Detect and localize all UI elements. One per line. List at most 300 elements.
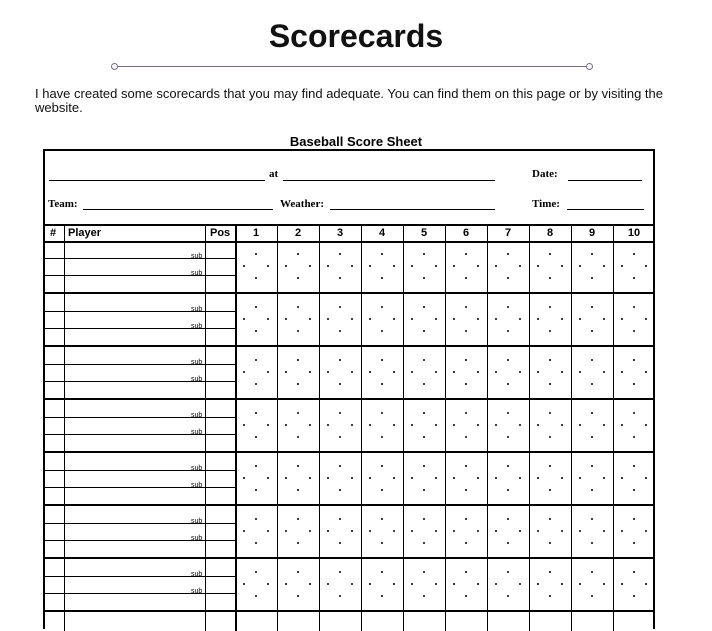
inning-score-cell[interactable]: [404, 559, 445, 610]
base-dot: [477, 477, 479, 479]
base-dot: [621, 477, 623, 479]
inning-header-4: 4: [378, 227, 386, 239]
base-dot: [495, 318, 497, 320]
base-dot: [255, 595, 257, 597]
base-dot: [393, 371, 395, 373]
inning-score-cell[interactable]: [488, 559, 529, 610]
sub-row-line: [45, 593, 235, 594]
inning-score-cell[interactable]: [614, 347, 655, 398]
visitor-team-line: [49, 180, 265, 181]
base-dot: [477, 583, 479, 585]
base-dot: [285, 265, 287, 267]
base-dot: [297, 595, 299, 597]
base-dot: [309, 265, 311, 267]
base-dot: [645, 530, 647, 532]
base-dot: [633, 412, 635, 414]
inning-score-cell[interactable]: [572, 241, 613, 292]
player-number-cell[interactable]: [45, 347, 64, 364]
inning-header-9: 9: [588, 227, 596, 239]
weather-line: [330, 209, 495, 210]
base-dot: [549, 518, 551, 520]
inning-score-cell[interactable]: [446, 294, 487, 345]
base-dot: [381, 253, 383, 255]
base-dot: [453, 530, 455, 532]
player-pos-cell[interactable]: [206, 559, 235, 576]
inning-score-cell[interactable]: [278, 506, 319, 557]
inning-score-cell[interactable]: [362, 400, 403, 451]
player-name-cell[interactable]: [65, 559, 205, 576]
base-dot: [633, 436, 635, 438]
base-dot: [519, 318, 521, 320]
inning-score-cell[interactable]: [488, 241, 529, 292]
base-dot: [381, 306, 383, 308]
inning-score-cell[interactable]: [278, 400, 319, 451]
base-dot: [285, 530, 287, 532]
base-dot: [519, 424, 521, 426]
base-dot: [339, 330, 341, 332]
inning-score-cell[interactable]: [530, 453, 571, 504]
base-dot: [579, 424, 581, 426]
inning-score-cell[interactable]: [446, 400, 487, 451]
inning-header-5: 5: [420, 227, 428, 239]
base-dot: [465, 359, 467, 361]
inning-score-cell[interactable]: [362, 506, 403, 557]
base-dot: [381, 595, 383, 597]
sub-label: sub: [191, 588, 203, 595]
player-pos-cell[interactable]: [206, 400, 235, 417]
base-dot: [465, 253, 467, 255]
base-dot: [633, 595, 635, 597]
base-dot: [327, 477, 329, 479]
base-dot: [549, 383, 551, 385]
player-name-cell[interactable]: [65, 453, 205, 470]
base-dot: [411, 583, 413, 585]
base-dot: [243, 530, 245, 532]
base-dot: [561, 371, 563, 373]
sub-label: sub: [191, 482, 203, 489]
base-dot: [591, 306, 593, 308]
player-name-cell[interactable]: [65, 294, 205, 311]
inning-score-cell[interactable]: [572, 559, 613, 610]
base-dot: [297, 359, 299, 361]
base-dot: [423, 277, 425, 279]
team-line: [83, 209, 273, 210]
base-dot: [423, 359, 425, 361]
inning-score-cell[interactable]: [614, 400, 655, 451]
base-dot: [645, 424, 647, 426]
base-dot: [327, 371, 329, 373]
inning-score-cell[interactable]: [278, 241, 319, 292]
base-dot: [255, 306, 257, 308]
base-dot: [465, 571, 467, 573]
inning-header-8: 8: [546, 227, 554, 239]
home-team-line: [283, 180, 495, 181]
base-dot: [579, 477, 581, 479]
base-dot: [393, 583, 395, 585]
base-dot: [561, 583, 563, 585]
base-dot: [549, 277, 551, 279]
base-dot: [477, 265, 479, 267]
col-pos-header: Pos: [210, 227, 231, 239]
inning-header-2: 2: [294, 227, 302, 239]
base-dot: [549, 306, 551, 308]
player-number-cell[interactable]: [45, 453, 64, 470]
base-dot: [369, 265, 371, 267]
base-dot: [621, 424, 623, 426]
base-dot: [591, 571, 593, 573]
inning-score-cell[interactable]: [614, 506, 655, 557]
base-dot: [579, 265, 581, 267]
base-dot: [435, 371, 437, 373]
inning-score-cell[interactable]: [488, 294, 529, 345]
inning-score-cell[interactable]: [614, 241, 655, 292]
base-dot: [423, 489, 425, 491]
base-dot: [561, 477, 563, 479]
base-dot: [495, 371, 497, 373]
base-dot: [339, 571, 341, 573]
sub-row-line: [45, 311, 235, 312]
inning-score-cell[interactable]: [488, 400, 529, 451]
inning-score-cell[interactable]: [278, 453, 319, 504]
base-dot: [339, 595, 341, 597]
base-dot: [411, 477, 413, 479]
inning-score-cell[interactable]: [236, 294, 277, 345]
base-dot: [591, 436, 593, 438]
base-dot: [633, 253, 635, 255]
base-dot: [297, 436, 299, 438]
inning-score-cell[interactable]: [278, 559, 319, 610]
player-pos-cell[interactable]: [206, 347, 235, 364]
base-dot: [255, 277, 257, 279]
inning-score-cell[interactable]: [236, 559, 277, 610]
player-name-cell[interactable]: [65, 506, 205, 523]
inning-score-cell[interactable]: [572, 294, 613, 345]
base-dot: [381, 571, 383, 573]
inning-score-cell[interactable]: [320, 347, 361, 398]
base-dot: [423, 306, 425, 308]
inning-score-cell[interactable]: [236, 453, 277, 504]
inning-score-cell[interactable]: [572, 400, 613, 451]
base-dot: [381, 465, 383, 467]
base-dot: [309, 318, 311, 320]
inning-score-cell[interactable]: [320, 453, 361, 504]
inning-score-cell[interactable]: [236, 506, 277, 557]
sub-label: sub: [191, 429, 203, 436]
base-dot: [423, 571, 425, 573]
base-dot: [309, 371, 311, 373]
inning-score-cell[interactable]: [278, 294, 319, 345]
base-dot: [507, 359, 509, 361]
base-dot: [603, 583, 605, 585]
intro-paragraph: I have created some scorecards that you may find adequate. You can find them on this page or by visiting the website.: [35, 86, 663, 115]
base-dot: [477, 318, 479, 320]
base-dot: [477, 530, 479, 532]
base-dot: [411, 424, 413, 426]
base-dot: [465, 595, 467, 597]
inning-score-cell[interactable]: [446, 506, 487, 557]
team-label: Team:: [48, 198, 78, 210]
inning-header-7: 7: [504, 227, 512, 239]
inning-score-cell[interactable]: [404, 241, 445, 292]
base-dot: [507, 330, 509, 332]
base-dot: [255, 253, 257, 255]
player-pos-cell[interactable]: [206, 506, 235, 523]
base-dot: [507, 412, 509, 414]
base-dot: [633, 277, 635, 279]
base-dot: [633, 571, 635, 573]
inning-score-cell[interactable]: [404, 347, 445, 398]
time-line: [567, 209, 644, 210]
inning-score-cell[interactable]: [614, 453, 655, 504]
base-dot: [243, 424, 245, 426]
base-dot: [645, 318, 647, 320]
sub-label: sub: [191, 535, 203, 542]
col-player-header: Player: [68, 227, 102, 239]
inning-score-cell[interactable]: [404, 294, 445, 345]
player-name-cell[interactable]: [65, 400, 205, 417]
inning-score-cell[interactable]: [320, 506, 361, 557]
base-dot: [465, 277, 467, 279]
base-dot: [393, 530, 395, 532]
base-dot: [507, 571, 509, 573]
base-dot: [285, 477, 287, 479]
base-dot: [591, 489, 593, 491]
base-dot: [453, 424, 455, 426]
base-dot: [603, 530, 605, 532]
sub-row-line: [45, 328, 235, 329]
base-dot: [621, 371, 623, 373]
base-dot: [549, 412, 551, 414]
inning-score-cell[interactable]: [530, 400, 571, 451]
base-dot: [267, 583, 269, 585]
base-dot: [411, 530, 413, 532]
base-dot: [285, 318, 287, 320]
base-dot: [369, 424, 371, 426]
base-dot: [339, 436, 341, 438]
base-dot: [411, 371, 413, 373]
sub-row-line: [45, 258, 235, 259]
base-dot: [633, 489, 635, 491]
inning-score-cell[interactable]: [320, 241, 361, 292]
inning-score-cell[interactable]: [446, 559, 487, 610]
score-sheet: [43, 149, 655, 629]
inning-score-cell[interactable]: [236, 400, 277, 451]
sub-label: sub: [191, 270, 203, 277]
base-dot: [603, 265, 605, 267]
inning-score-cell[interactable]: [236, 241, 277, 292]
inning-score-cell[interactable]: [530, 559, 571, 610]
base-dot: [435, 583, 437, 585]
inning-score-cell[interactable]: [572, 506, 613, 557]
date-line: [568, 180, 642, 181]
base-dot: [297, 330, 299, 332]
inning-score-cell[interactable]: [488, 506, 529, 557]
base-dot: [621, 583, 623, 585]
inning-score-cell[interactable]: [488, 453, 529, 504]
inning-score-cell[interactable]: [614, 294, 655, 345]
inning-header-10: 10: [627, 227, 641, 239]
player-number-cell[interactable]: [45, 559, 64, 576]
player-number-cell[interactable]: [45, 400, 64, 417]
base-dot: [309, 583, 311, 585]
inning-score-cell[interactable]: [362, 453, 403, 504]
base-dot: [507, 383, 509, 385]
base-dot: [297, 253, 299, 255]
base-dot: [351, 424, 353, 426]
base-dot: [339, 383, 341, 385]
base-dot: [435, 424, 437, 426]
base-dot: [579, 583, 581, 585]
inning-score-cell[interactable]: [446, 241, 487, 292]
base-dot: [495, 265, 497, 267]
base-dot: [495, 583, 497, 585]
base-dot: [243, 318, 245, 320]
base-dot: [507, 253, 509, 255]
base-dot: [633, 383, 635, 385]
inning-score-cell[interactable]: [404, 400, 445, 451]
base-dot: [603, 318, 605, 320]
inning-score-cell[interactable]: [530, 241, 571, 292]
inning-score-cell[interactable]: [488, 347, 529, 398]
inning-score-cell[interactable]: [614, 559, 655, 610]
inning-score-cell[interactable]: [320, 400, 361, 451]
base-dot: [285, 371, 287, 373]
base-dot: [495, 477, 497, 479]
base-dot: [537, 371, 539, 373]
sub-row-line: [45, 523, 235, 524]
inning-score-cell[interactable]: [320, 559, 361, 610]
inning-score-cell[interactable]: [572, 347, 613, 398]
base-dot: [465, 383, 467, 385]
base-dot: [579, 318, 581, 320]
player-number-cell[interactable]: [45, 294, 64, 311]
base-dot: [309, 530, 311, 532]
base-dot: [339, 489, 341, 491]
inning-score-cell[interactable]: [278, 347, 319, 398]
inning-score-cell[interactable]: [446, 453, 487, 504]
player-name-cell[interactable]: [65, 347, 205, 364]
base-dot: [243, 477, 245, 479]
base-dot: [393, 265, 395, 267]
base-dot: [255, 412, 257, 414]
base-dot: [645, 477, 647, 479]
base-dot: [495, 530, 497, 532]
base-dot: [549, 330, 551, 332]
base-dot: [549, 571, 551, 573]
page-title: Scorecards: [268, 18, 444, 54]
base-dot: [645, 371, 647, 373]
base-dot: [507, 518, 509, 520]
base-dot: [633, 518, 635, 520]
base-dot: [393, 477, 395, 479]
inning-score-cell[interactable]: [530, 294, 571, 345]
base-dot: [561, 265, 563, 267]
base-dot: [381, 330, 383, 332]
base-dot: [633, 359, 635, 361]
base-dot: [339, 542, 341, 544]
base-dot: [255, 542, 257, 544]
divider-right-dot: [586, 63, 593, 70]
base-dot: [591, 412, 593, 414]
base-dot: [621, 318, 623, 320]
base-dot: [255, 383, 257, 385]
base-dot: [351, 583, 353, 585]
sub-label: sub: [191, 306, 203, 313]
inning-score-cell[interactable]: [362, 347, 403, 398]
base-dot: [393, 318, 395, 320]
base-dot: [255, 330, 257, 332]
inning-score-cell[interactable]: [362, 559, 403, 610]
base-dot: [297, 465, 299, 467]
inning-score-cell[interactable]: [362, 241, 403, 292]
inning-score-cell[interactable]: [320, 294, 361, 345]
base-dot: [465, 465, 467, 467]
player-number-cell[interactable]: [45, 241, 64, 258]
inning-score-cell[interactable]: [446, 347, 487, 398]
base-dot: [297, 412, 299, 414]
base-dot: [339, 412, 341, 414]
score-sheet-header: [45, 151, 653, 224]
base-dot: [381, 489, 383, 491]
base-dot: [549, 253, 551, 255]
base-dot: [645, 583, 647, 585]
base-dot: [465, 436, 467, 438]
inning-score-cell[interactable]: [362, 294, 403, 345]
inning-score-cell[interactable]: [404, 453, 445, 504]
base-dot: [369, 371, 371, 373]
base-dot: [645, 265, 647, 267]
base-dot: [603, 424, 605, 426]
base-dot: [495, 424, 497, 426]
base-dot: [423, 465, 425, 467]
sub-label: sub: [191, 253, 203, 260]
sub-row-line: [45, 275, 235, 276]
inning-score-cell[interactable]: [530, 347, 571, 398]
base-dot: [351, 530, 353, 532]
date-label: Date:: [532, 168, 558, 180]
inning-header-6: 6: [462, 227, 470, 239]
score-sheet-title: Baseball Score Sheet: [289, 134, 423, 149]
base-dot: [435, 265, 437, 267]
sub-row-line: [45, 540, 235, 541]
player-pos-cell[interactable]: [206, 453, 235, 470]
base-dot: [423, 412, 425, 414]
player-pos-cell[interactable]: [206, 294, 235, 311]
base-dot: [255, 489, 257, 491]
base-dot: [267, 265, 269, 267]
inning-score-cell[interactable]: [530, 506, 571, 557]
inning-score-cell[interactable]: [404, 506, 445, 557]
inning-score-cell[interactable]: [572, 453, 613, 504]
player-name-cell[interactable]: [65, 241, 205, 258]
base-dot: [351, 265, 353, 267]
base-dot: [339, 359, 341, 361]
sub-row-line: [45, 487, 235, 488]
title-divider: [115, 66, 589, 67]
base-dot: [579, 371, 581, 373]
base-dot: [351, 371, 353, 373]
player-number-cell[interactable]: [45, 506, 64, 523]
base-dot: [267, 371, 269, 373]
sub-row-line: [45, 434, 235, 435]
player-pos-cell[interactable]: [206, 241, 235, 258]
base-dot: [633, 542, 635, 544]
inning-score-cell[interactable]: [236, 347, 277, 398]
base-dot: [339, 518, 341, 520]
base-dot: [411, 318, 413, 320]
base-dot: [285, 583, 287, 585]
base-dot: [435, 530, 437, 532]
